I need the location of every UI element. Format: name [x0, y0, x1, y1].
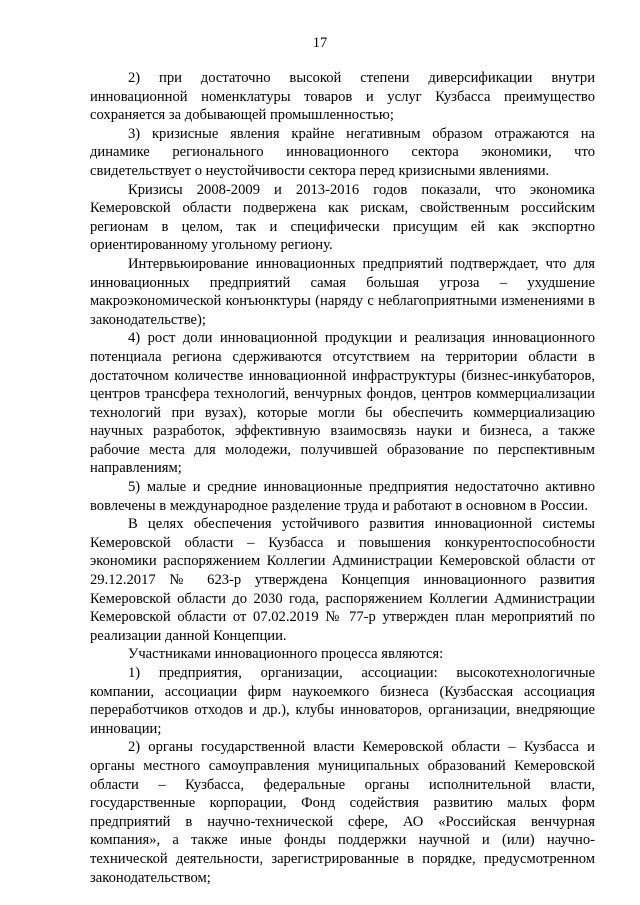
paragraph: 2) при достаточно высокой степени диверсификации внутри инновационной номенклатуры товаров и услуг Кузбасса преимущество сохраняется за добывающей промышленностью;	[90, 70, 595, 124]
paragraph: В целях обеспечения устойчивого развития инновационной системы Кемеровской области – Кузбасса и повышения конкурентоспособности экономики распоряжением Коллегии Администрации Кемеровской области от 29.12.2017 № 623-р утверждена Концепция инновационного развития Кемеровской области до 2030 года, распоряжением Коллегии Администрации Кемеровской области от 07.02.2019 № 77-р утвержден план мероприятий по реализации данной Концепции.	[90, 516, 595, 644]
paragraph: Участниками инновационного процесса являются:	[128, 646, 444, 663]
body-text	[90, 69, 595, 887]
page-number: 17	[312, 35, 328, 51]
paragraph: 5) малые и средние инновационные предприятия недостаточно активно вовлечены в международное разделение труда и работают в основном в России.	[90, 479, 595, 514]
paragraph: Кризисы 2008-2009 и 2013-2016 годов показали, что экономика Кемеровской области подвержена как рискам, свойственным российским регионам в целом, так и специфически присущим ей как экспортно ориентированному угольному региону.	[90, 181, 595, 254]
paragraph: 2) органы государственной власти Кемеровской области – Кузбасса и органы местного самоуправления муниципальных образований Кемеровской области – Кузбасса, федеральные органы исполнительной власти, государственные корпорации, Фонд содействия развитию малых форм предприятий в научно-технической сфере, АО «Российская венчурная компания», а также иные фонды поддержки научной и (или) научно-технической деятельности, зарегистрированные в порядке, предусмотренном законодательством;	[90, 739, 595, 886]
paragraph: Интервьюирование инновационных предприятий подтверждает, что для инновационных предприятий самая большая угроза – ухудшение макроэкономической конъюнктуры (наряду с неблагоприятными изменениями в законодательстве);	[90, 255, 595, 328]
paragraph: 4) рост доли инновационной продукции и реализация инновационного потенциала региона сдерживаются отсутствием на территории области в достаточном количестве инновационной инфраструктуры (бизнес-инкубаторов, центров трансфера технологий, венчурных фондов, центров коммерциализации технологий при вузах), которые могли бы обеспечить коммерциализацию научных разработок, эффективную взаимосвязь науки и бизнеса, а также рабочие места для молодежи, получившей образование по перспективным направлениям;	[90, 330, 595, 477]
paragraph: 3) кризисные явления крайне негативным образом отражаются на динамике регионального инновационного сектора экономики, что свидетельствует о неустойчивости сектора перед кризисными явлениями.	[90, 125, 595, 179]
paragraph: 1) предприятия, организации, ассоциации: высокотехнологичные компании, ассоциации фирм наукоемкого бизнеса (Кузбасская ассоциация переработчиков отходов и др.), клубы инноваторов, организации, внедряющие инновации;	[90, 665, 595, 737]
